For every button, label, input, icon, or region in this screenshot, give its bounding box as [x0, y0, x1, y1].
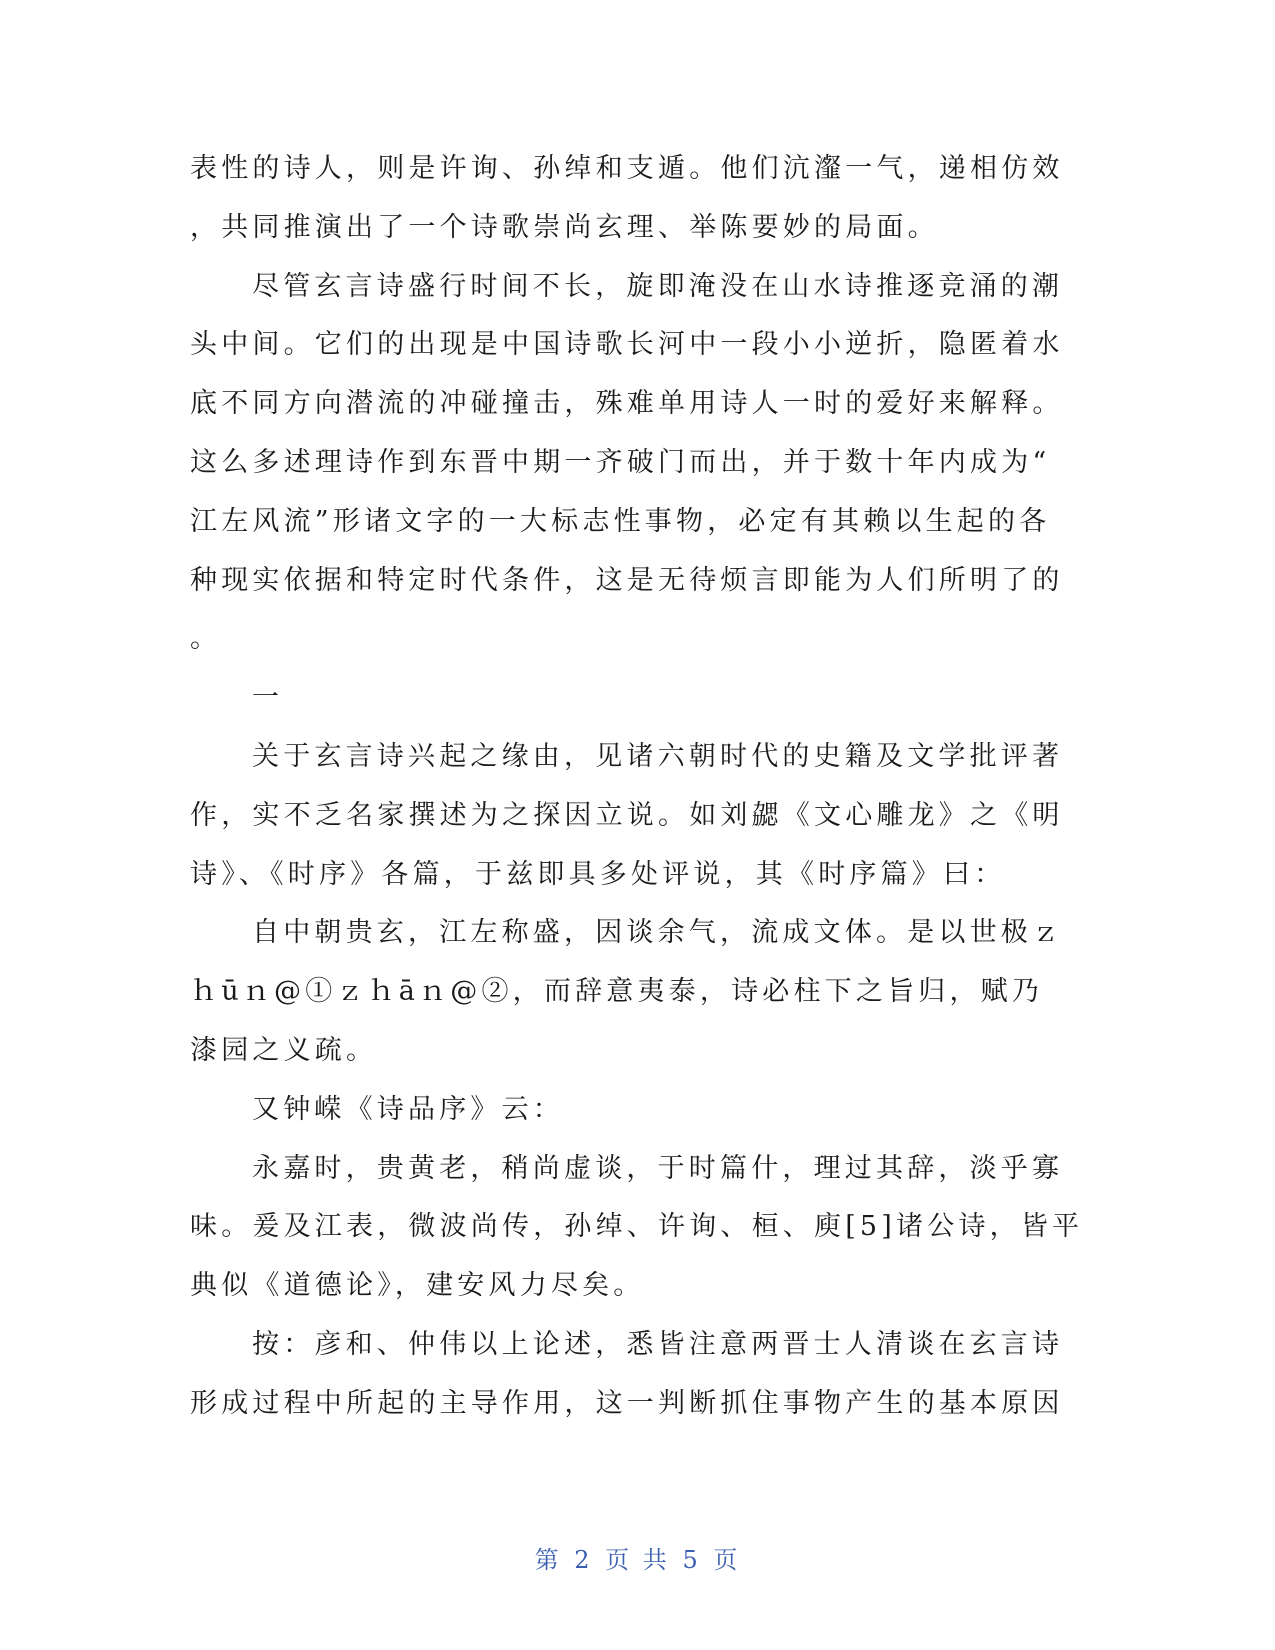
text-line: 种现实依据和特定时代条件，这是无待烦言即能为人们所明了的 [190, 564, 1064, 596]
text-line: 诗》、《时序》各篇，于兹即具多处评说，其《时序篇》曰： [190, 858, 1006, 890]
text-line: 头中间。它们的出现是中国诗歌长河中一段小小逆折，隐匿着水 [190, 329, 1064, 361]
text-line: 味。爰及江表，微波尚传，孙绰、许询、桓、庾[5]诸公诗，皆平 [190, 1211, 1084, 1243]
footer-page-number: 2 [574, 1546, 593, 1574]
text-line: 作，实不乏名家撰述为之探因立说。如刘勰《文心雕龙》之《明 [190, 799, 1064, 831]
footer-prefix: 第 [534, 1546, 562, 1574]
text-line: 又钟嵘《诗品序》云： [252, 1093, 564, 1125]
page-footer [0, 1540, 1275, 1575]
text-line: 一 [252, 682, 284, 714]
footer-suffix: 页 [713, 1546, 741, 1574]
text-line: 形成过程中所起的主导作用，这一判断抓住事物产生的基本原因 [190, 1387, 1064, 1419]
text-line: ｈūｎ@①ｚｈāｎ@②，而辞意夷泰，诗必柱下之旨归，赋乃 [190, 976, 1044, 1008]
text-line: 永嘉时，贵黄老，稍尚虚谈，于时篇什，理过其辞，淡乎寡 [252, 1152, 1064, 1184]
text-line: 。 [190, 623, 222, 655]
text-line: 江左风流”形诸文字的一大标志性事物，必定有其赖以生起的各 [190, 505, 1051, 537]
text-line: 尽管玄言诗盛行时间不长，旋即淹没在山水诗推逐竞涌的潮 [252, 270, 1064, 302]
text-line: 漆园之义疏。 [190, 1034, 378, 1066]
text-line: 按：彦和、仲伟以上论述，悉皆注意两晋士人清谈在玄言诗 [252, 1328, 1064, 1360]
text-line: 这么多述理诗作到东晋中期一齐破门而出，并于数十年内成为“ [190, 446, 1051, 478]
document-body [190, 140, 1084, 1434]
text-line: ，共同推演出了一个诗歌崇尚玄理、举陈要妙的局面。 [190, 211, 939, 243]
text-line: 底不同方向潜流的冲碰撞击，殊难单用诗人一时的爱好来解释。 [190, 388, 1064, 420]
text-line: 表性的诗人，则是许询、孙绰和支遁。他们沆瀣一气，递相仿效 [190, 153, 1064, 184]
footer-middle: 页 共 [605, 1546, 670, 1574]
text-line: 自中朝贵玄，江左称盛，因谈余气，流成文体。是以世极ｚ [252, 917, 1064, 949]
footer-total-pages: 5 [682, 1546, 701, 1574]
text-line: 关于玄言诗兴起之缘由，见诸六朝时代的史籍及文学批评著 [252, 740, 1064, 772]
text-line: 典似《道德论》，建安风力尽矣。 [190, 1270, 645, 1302]
